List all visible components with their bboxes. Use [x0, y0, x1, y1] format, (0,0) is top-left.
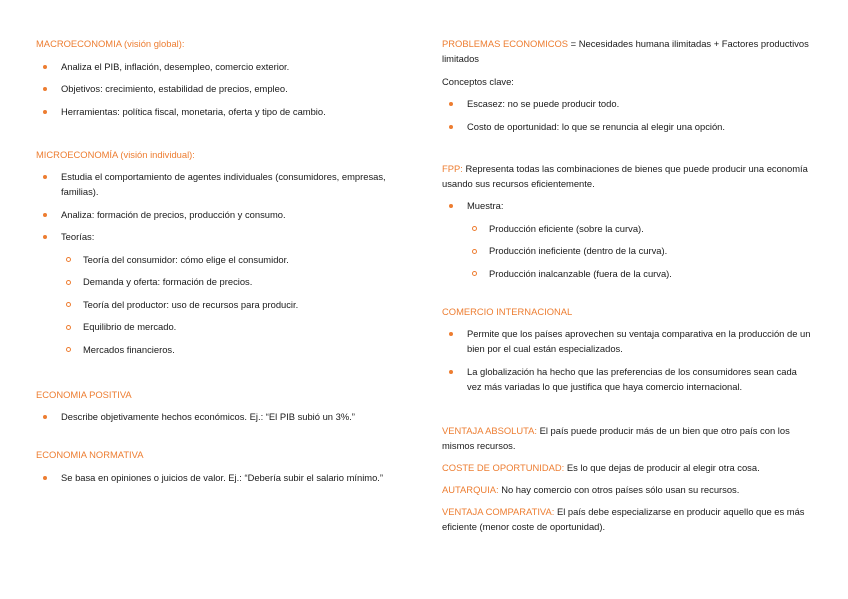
definition-text: No hay comercio con otros países sólo usan su recursos. [498, 483, 740, 495]
fpp-list [442, 198, 814, 281]
list-item: Herramientas: política fiscal, monetaria, oferta y tipo de cambio. [36, 104, 411, 119]
positive-section [36, 387, 411, 425]
normative-title: ECONOMIA NORMATIVA [36, 449, 144, 460]
micro-list [36, 169, 411, 357]
right-column [442, 36, 814, 534]
fpp-text: Representa todas las combinaciones de bienes que puede producir una economía usando sus recursos eficientemente. [442, 162, 808, 189]
definition-absolute [442, 423, 814, 453]
sub-list-item: Mercados financieros. [36, 342, 411, 357]
concepts-list [442, 96, 814, 134]
list-item: Estudia el comportamiento de agentes individuales (consumidores, empresas, familias). [36, 169, 411, 199]
list-item: Describe objetivamente hechos económicos. Ej.: “El PIB subió un 3%.” [36, 409, 411, 424]
list-item: Teorías: [36, 229, 411, 244]
list-item: La globalización ha hecho que las preferencias de los consumidores sean cada vez más variadas lo que justifica que haya comercio internacional. [442, 364, 814, 394]
problems-title: PROBLEMAS ECONOMICOS [442, 38, 569, 49]
problems-text: = Necesidades humana ilimitadas + Factores productivos limitados [442, 38, 809, 64]
sub-list-item: Teoría del productor: uso de recursos para producir. [36, 297, 411, 312]
definition-term: AUTARQUIA: [442, 483, 499, 495]
sub-list-item: Teoría del consumidor: cómo elige el consumidor. [36, 252, 411, 267]
definition-text: El país puede producir más de un bien que otro país con los mismos recursos. [442, 424, 790, 451]
sub-list-item: Equilibrio de mercado. [36, 319, 411, 334]
macro-section [36, 36, 411, 119]
list-item: Analiza: formación de precios, producción y consumo. [36, 207, 411, 222]
trade-section [442, 304, 814, 394]
definition-comparative [442, 504, 814, 534]
fpp-section [442, 161, 814, 281]
sub-list-item: Producción inalcanzable (fuera de la curva). [442, 266, 814, 281]
normative-list [36, 470, 411, 485]
micro-section [36, 147, 411, 357]
definition-opportunity-cost [442, 460, 814, 475]
problems-section [442, 36, 814, 134]
definitions-section [442, 423, 814, 534]
sub-list-item: Producción eficiente (sobre la curva). [442, 221, 814, 236]
positive-list [36, 409, 411, 424]
macro-list [36, 59, 411, 119]
macro-title: MACROECONOMIA (visión global): [36, 38, 185, 49]
fpp-paragraph [442, 161, 814, 191]
list-item: Costo de oportunidad: lo que se renuncia al elegir una opción. [442, 119, 814, 134]
definition-autarky [442, 482, 814, 497]
definition-term: VENTAJA ABSOLUTA: [442, 424, 537, 436]
normative-section [36, 447, 411, 485]
problems-paragraph [442, 36, 814, 66]
list-item: Se basa en opiniones o juicios de valor. Ej.: “Debería subir el salario mínimo.” [36, 470, 411, 485]
list-item: Permite que los países aprovechen su ventaja comparativa en la producción de un bien por el cual están especializados. [442, 326, 814, 356]
definition-term: VENTAJA COMPARATIVA: [442, 505, 555, 517]
sub-list-item: Demanda y oferta: formación de precios. [36, 274, 411, 289]
list-item: Muestra: [442, 198, 814, 213]
sub-list-item: Producción ineficiente (dentro de la curva). [442, 243, 814, 258]
definition-term: COSTE DE OPORTUNIDAD: [442, 461, 565, 473]
fpp-title: FPP: [442, 162, 463, 174]
trade-title: COMERCIO INTERNACIONAL [442, 305, 573, 317]
positive-title: ECONOMIA POSITIVA [36, 388, 132, 400]
micro-title: MICROECONOMÍA (visión individual): [36, 148, 195, 160]
trade-list [442, 326, 814, 394]
list-item: Escasez: no se puede producir todo. [442, 96, 814, 111]
definition-text: El país debe especializarse en producir aquello que es más eficiente (menor coste de oportunidad). [442, 505, 805, 532]
list-item: Analiza el PIB, inflación, desempleo, comercio exterior. [36, 59, 411, 74]
left-column [36, 36, 411, 485]
concepts-label: Conceptos clave: [442, 75, 514, 87]
definition-text: Es lo que dejas de producir al elegir otra cosa. [564, 461, 760, 473]
list-item: Objetivos: crecimiento, estabilidad de precios, empleo. [36, 81, 411, 96]
